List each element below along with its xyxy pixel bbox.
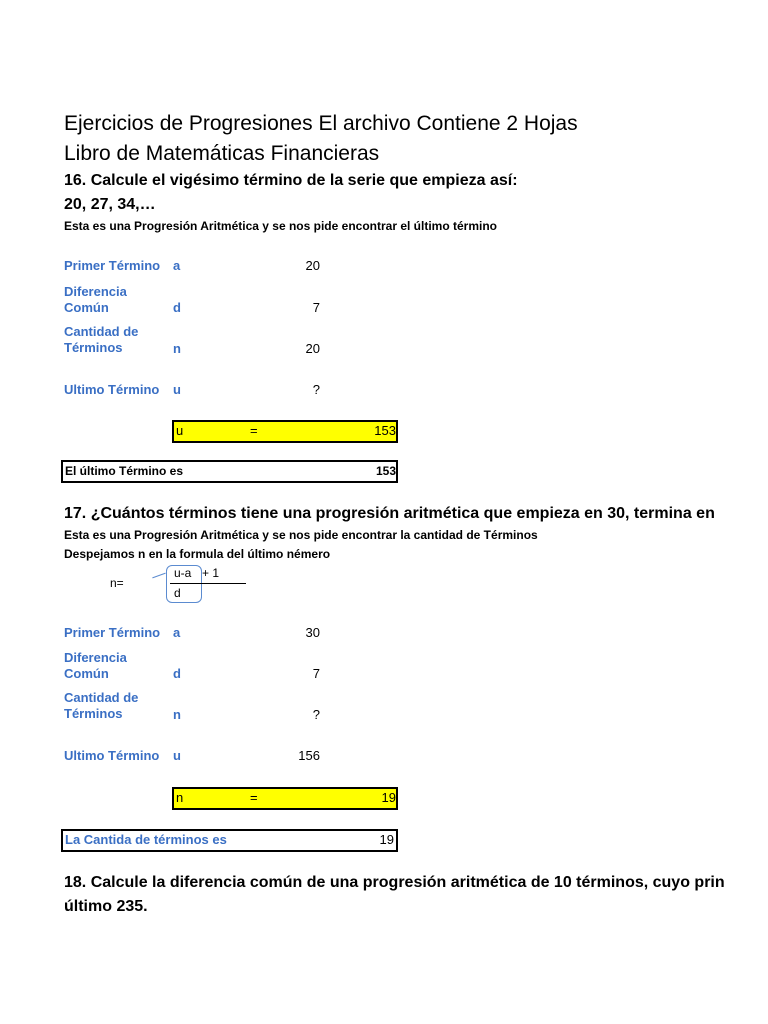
ex17-sym-u: u (173, 748, 181, 763)
ex16-sym-u: u (173, 382, 181, 397)
ex17-label-term-count: Cantidad de Términos (64, 690, 139, 721)
ex16-question: 16. Calcule el vigésimo término de la serie que empieza así: (64, 172, 518, 189)
ex17-value-d: 7 (312, 666, 320, 681)
ex17-answer-value: 19 (379, 832, 394, 847)
ex17-question: 17. ¿Cuántos términos tiene una progresión aritmética que empieza en 30, termina en (64, 505, 715, 522)
ex16-calc-result: 153 (374, 423, 396, 438)
formula-plus-one: + 1 (202, 566, 220, 580)
ex16-series: 20, 27, 34,… (64, 196, 156, 213)
formula-brace-tail (152, 573, 165, 579)
ex16-sym-d: d (173, 300, 181, 315)
ex16-calc-cell (172, 420, 398, 443)
ex16-answer-value: 153 (375, 464, 396, 478)
ex16-sym-n: n (173, 341, 181, 356)
ex16-value-n: 20 (305, 341, 320, 356)
ex17-label-last-term: Ultimo Término (64, 748, 160, 763)
ex17-note2: Despejamos n en la formula del último némero (64, 547, 331, 561)
ex17-sym-d: d (173, 666, 181, 681)
formula-lhs: n= (110, 576, 124, 590)
ex16-value-a: 20 (305, 258, 320, 273)
ex16-calc-var: u (176, 423, 184, 438)
ex17-calc-result: 19 (381, 790, 396, 805)
ex16-label-term-count: Cantidad de Términos (64, 324, 139, 355)
ex17-note: Esta es una Progresión Aritmética y se nos pide encontrar la cantidad de Términos (64, 528, 538, 542)
ex17-answer-label: La Cantida de términos es (65, 832, 227, 847)
ex16-value-d: 7 (312, 300, 320, 315)
ex16-label-common-difference: Diferencia Común (64, 284, 127, 315)
formula-fraction-bar (170, 583, 246, 584)
ex16-value-u: ? (312, 382, 320, 397)
ex17-calc-eq: = (250, 790, 258, 805)
ex16-label-last-term: Ultimo Término (64, 382, 160, 397)
ex17-sym-n: n (173, 707, 181, 722)
ex16-answer-box (61, 460, 398, 483)
ex18-question-line2: último 235. (64, 898, 148, 915)
formula-numerator: u-a (174, 566, 192, 580)
formula-denominator: d (174, 586, 181, 600)
ex16-note: Esta es una Progresión Aritmética y se nos pide encontrar el último término (64, 219, 498, 233)
ex17-label-first-term: Primer Término (64, 625, 161, 640)
ex17-answer-box (61, 829, 398, 852)
ex16-calc-eq: = (250, 423, 258, 438)
ex17-label-common-difference: Diferencia Común (64, 650, 127, 681)
ex17-sym-a: a (173, 625, 181, 640)
ex17-value-a: 30 (305, 625, 320, 640)
ex16-sym-a: a (173, 258, 181, 273)
ex18-question-line1: 18. Calcule la diferencia común de una progresión aritmética de 10 términos, cuyo prin (64, 874, 725, 891)
ex17-calc-cell (172, 787, 398, 810)
document-title: Ejercicios de Progresiones El archivo Contiene 2 Hojas (64, 112, 578, 135)
ex16-answer-label: El último Término es (65, 464, 184, 478)
ex16-label-first-term: Primer Término (64, 258, 161, 273)
ex17-calc-var: n (176, 790, 184, 805)
ex17-value-n: ? (312, 707, 320, 722)
ex17-value-u: 156 (298, 748, 320, 763)
document-subtitle: Libro de Matemáticas Financieras (64, 142, 380, 165)
